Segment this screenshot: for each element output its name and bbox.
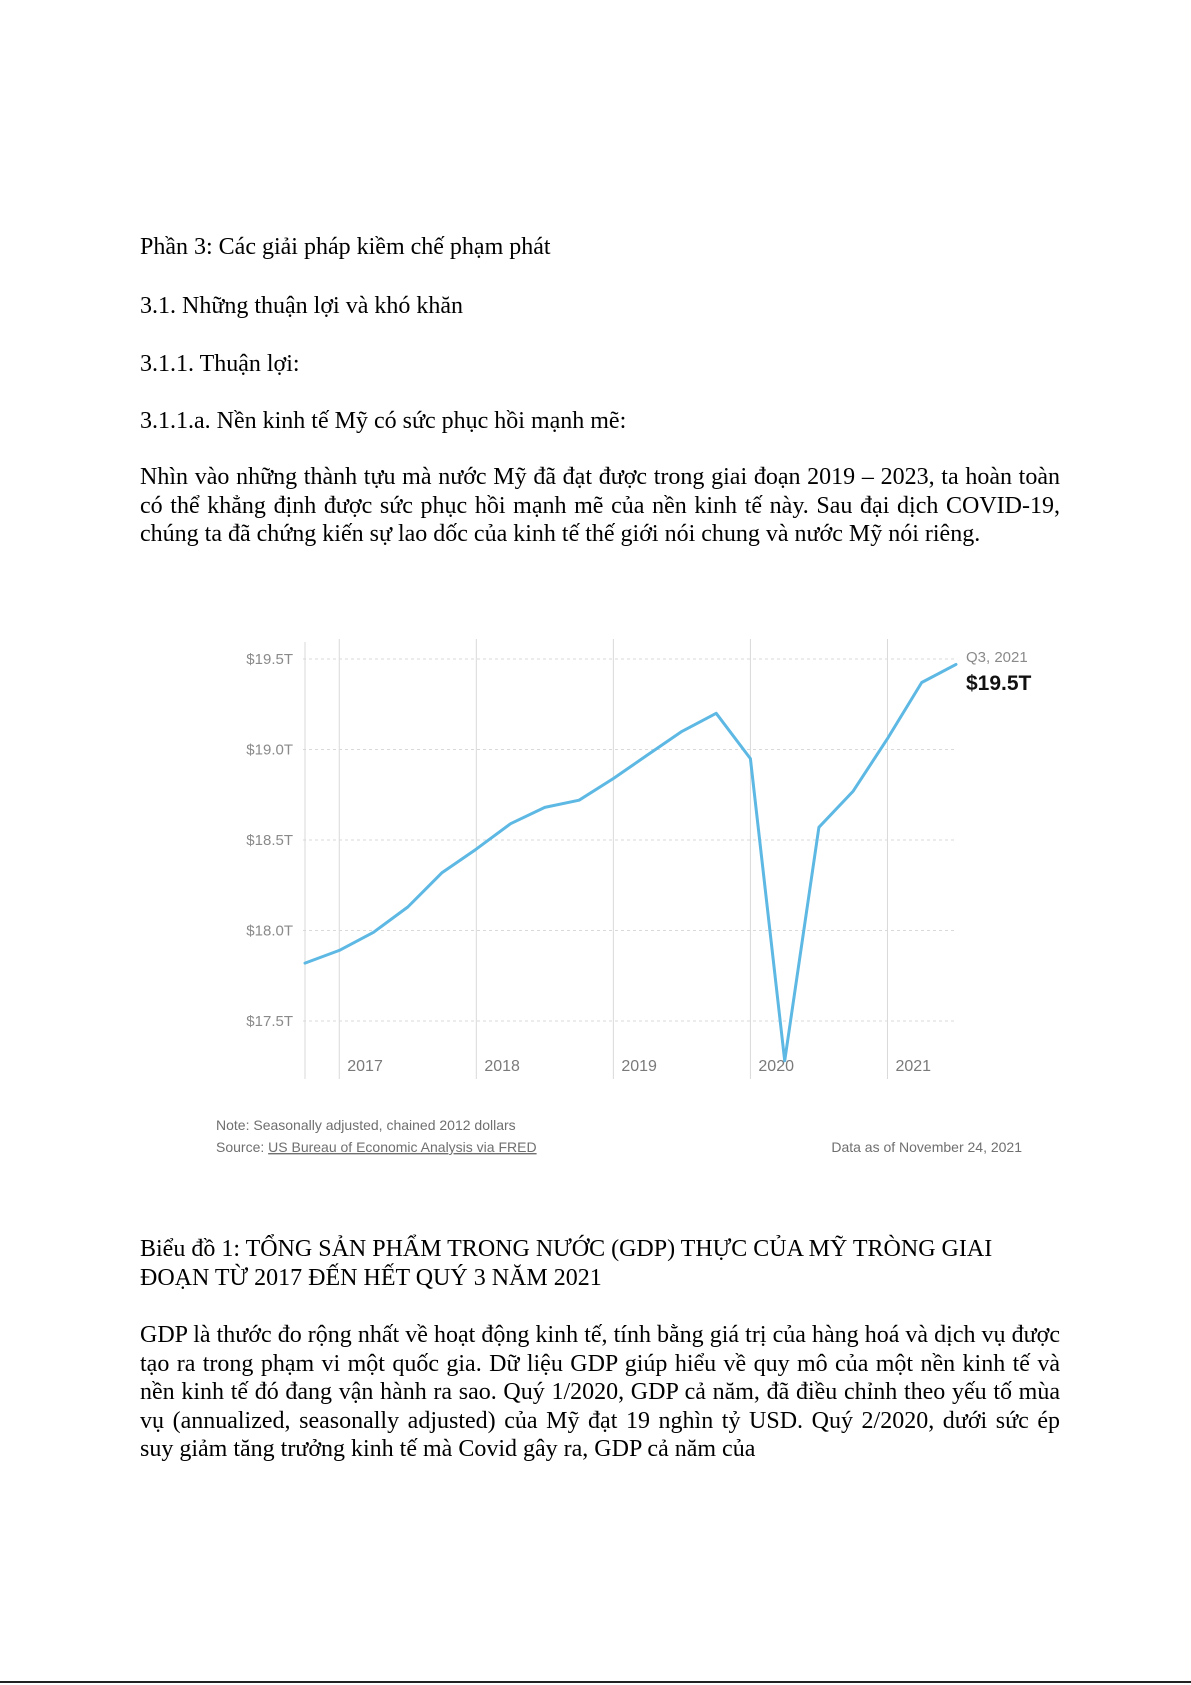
x-tick-label: 2021 — [895, 1058, 932, 1075]
chart-note: Note: Seasonally adjusted, chained 2012 dollars — [216, 1117, 516, 1133]
chart-data-as-of: Data as of November 24, 2021 — [831, 1139, 1022, 1155]
end-label-value: $19.5T — [966, 672, 1032, 695]
x-tick-label: 2019 — [621, 1058, 657, 1075]
chart-source: Source: US Bureau of Economic Analysis via FRED — [216, 1139, 537, 1155]
section-heading-3-1-1: 3.1.1. Thuận lợi: — [140, 351, 300, 377]
section-heading-part-3: Phần 3: Các giải pháp kiềm chế phạm phát — [140, 234, 551, 260]
x-tick-label: 2017 — [347, 1058, 383, 1075]
paragraph-intro: Nhìn vào những thành tựu mà nước Mỹ đã đạt được trong giai đoạn 2019 – 2023, ta hoàn toàn có thể khẳng định được sức phục hồi mạnh mẽ của nền kinh tế này. Sau đại dịch COVID-19, chúng ta đã chứng kiến sự lao dốc của kinh tế thế giới nói chung và nước Mỹ nói riêng. — [140, 464, 1060, 547]
paragraph-gdp: GDP là thước đo rộng nhất về hoạt động kinh tế, tính bằng giá trị của hàng hoá và dịch vụ được tạo ra trong phạm vi một quốc gia. Dữ liệu GDP giúp hiểu về quy mô của một nền kinh tế và nền kinh tế đó đang vận hành ra sao. Quý 1/2020, GDP cả năm, đã điều chỉnh theo yếu tố mùa vụ (annualized, seasonally adjusted) của Mỹ đạt 19 nghìn tỷ USD. Quý 2/2020, dưới sức ép suy giảm tăng trưởng kinh tế mà Covid gây ra, GDP cả năm của — [140, 1322, 1060, 1462]
gdp-series-line — [305, 664, 956, 1060]
page-bottom-rule — [0, 1681, 1191, 1683]
x-tick-label: 2018 — [484, 1058, 520, 1075]
chart-group — [216, 639, 1032, 1155]
end-label-period: Q3, 2021 — [966, 649, 1028, 666]
y-tick-label: $18.0T — [246, 922, 293, 940]
chart-canvas — [180, 642, 1060, 1202]
gdp-line-chart — [180, 642, 1060, 1155]
section-heading-3-1-1-a: 3.1.1.a. Nền kinh tế Mỹ có sức phục hồi mạnh mẽ: — [140, 408, 627, 434]
y-tick-label: $17.5T — [246, 1013, 293, 1030]
chart-source-link[interactable]: US Bureau of Economic Analysis via FRED — [268, 1139, 537, 1155]
figure-caption: Biểu đồ 1: TỔNG SẢN PHẨM TRONG NƯỚC (GDP) THỰC CỦA MỸ TRÒNG GIAI ĐOẠN TỪ 2017 ĐẾN HẾT QUÝ 3 NĂM 2021 — [140, 1236, 993, 1291]
y-tick-label: $19.0T — [246, 741, 293, 759]
x-tick-label: 2020 — [758, 1058, 795, 1075]
y-tick-label: $19.5T — [246, 651, 293, 668]
section-heading-3-1: 3.1. Những thuận lợi và khó khăn — [140, 293, 463, 319]
y-tick-label: $18.5T — [246, 832, 293, 849]
